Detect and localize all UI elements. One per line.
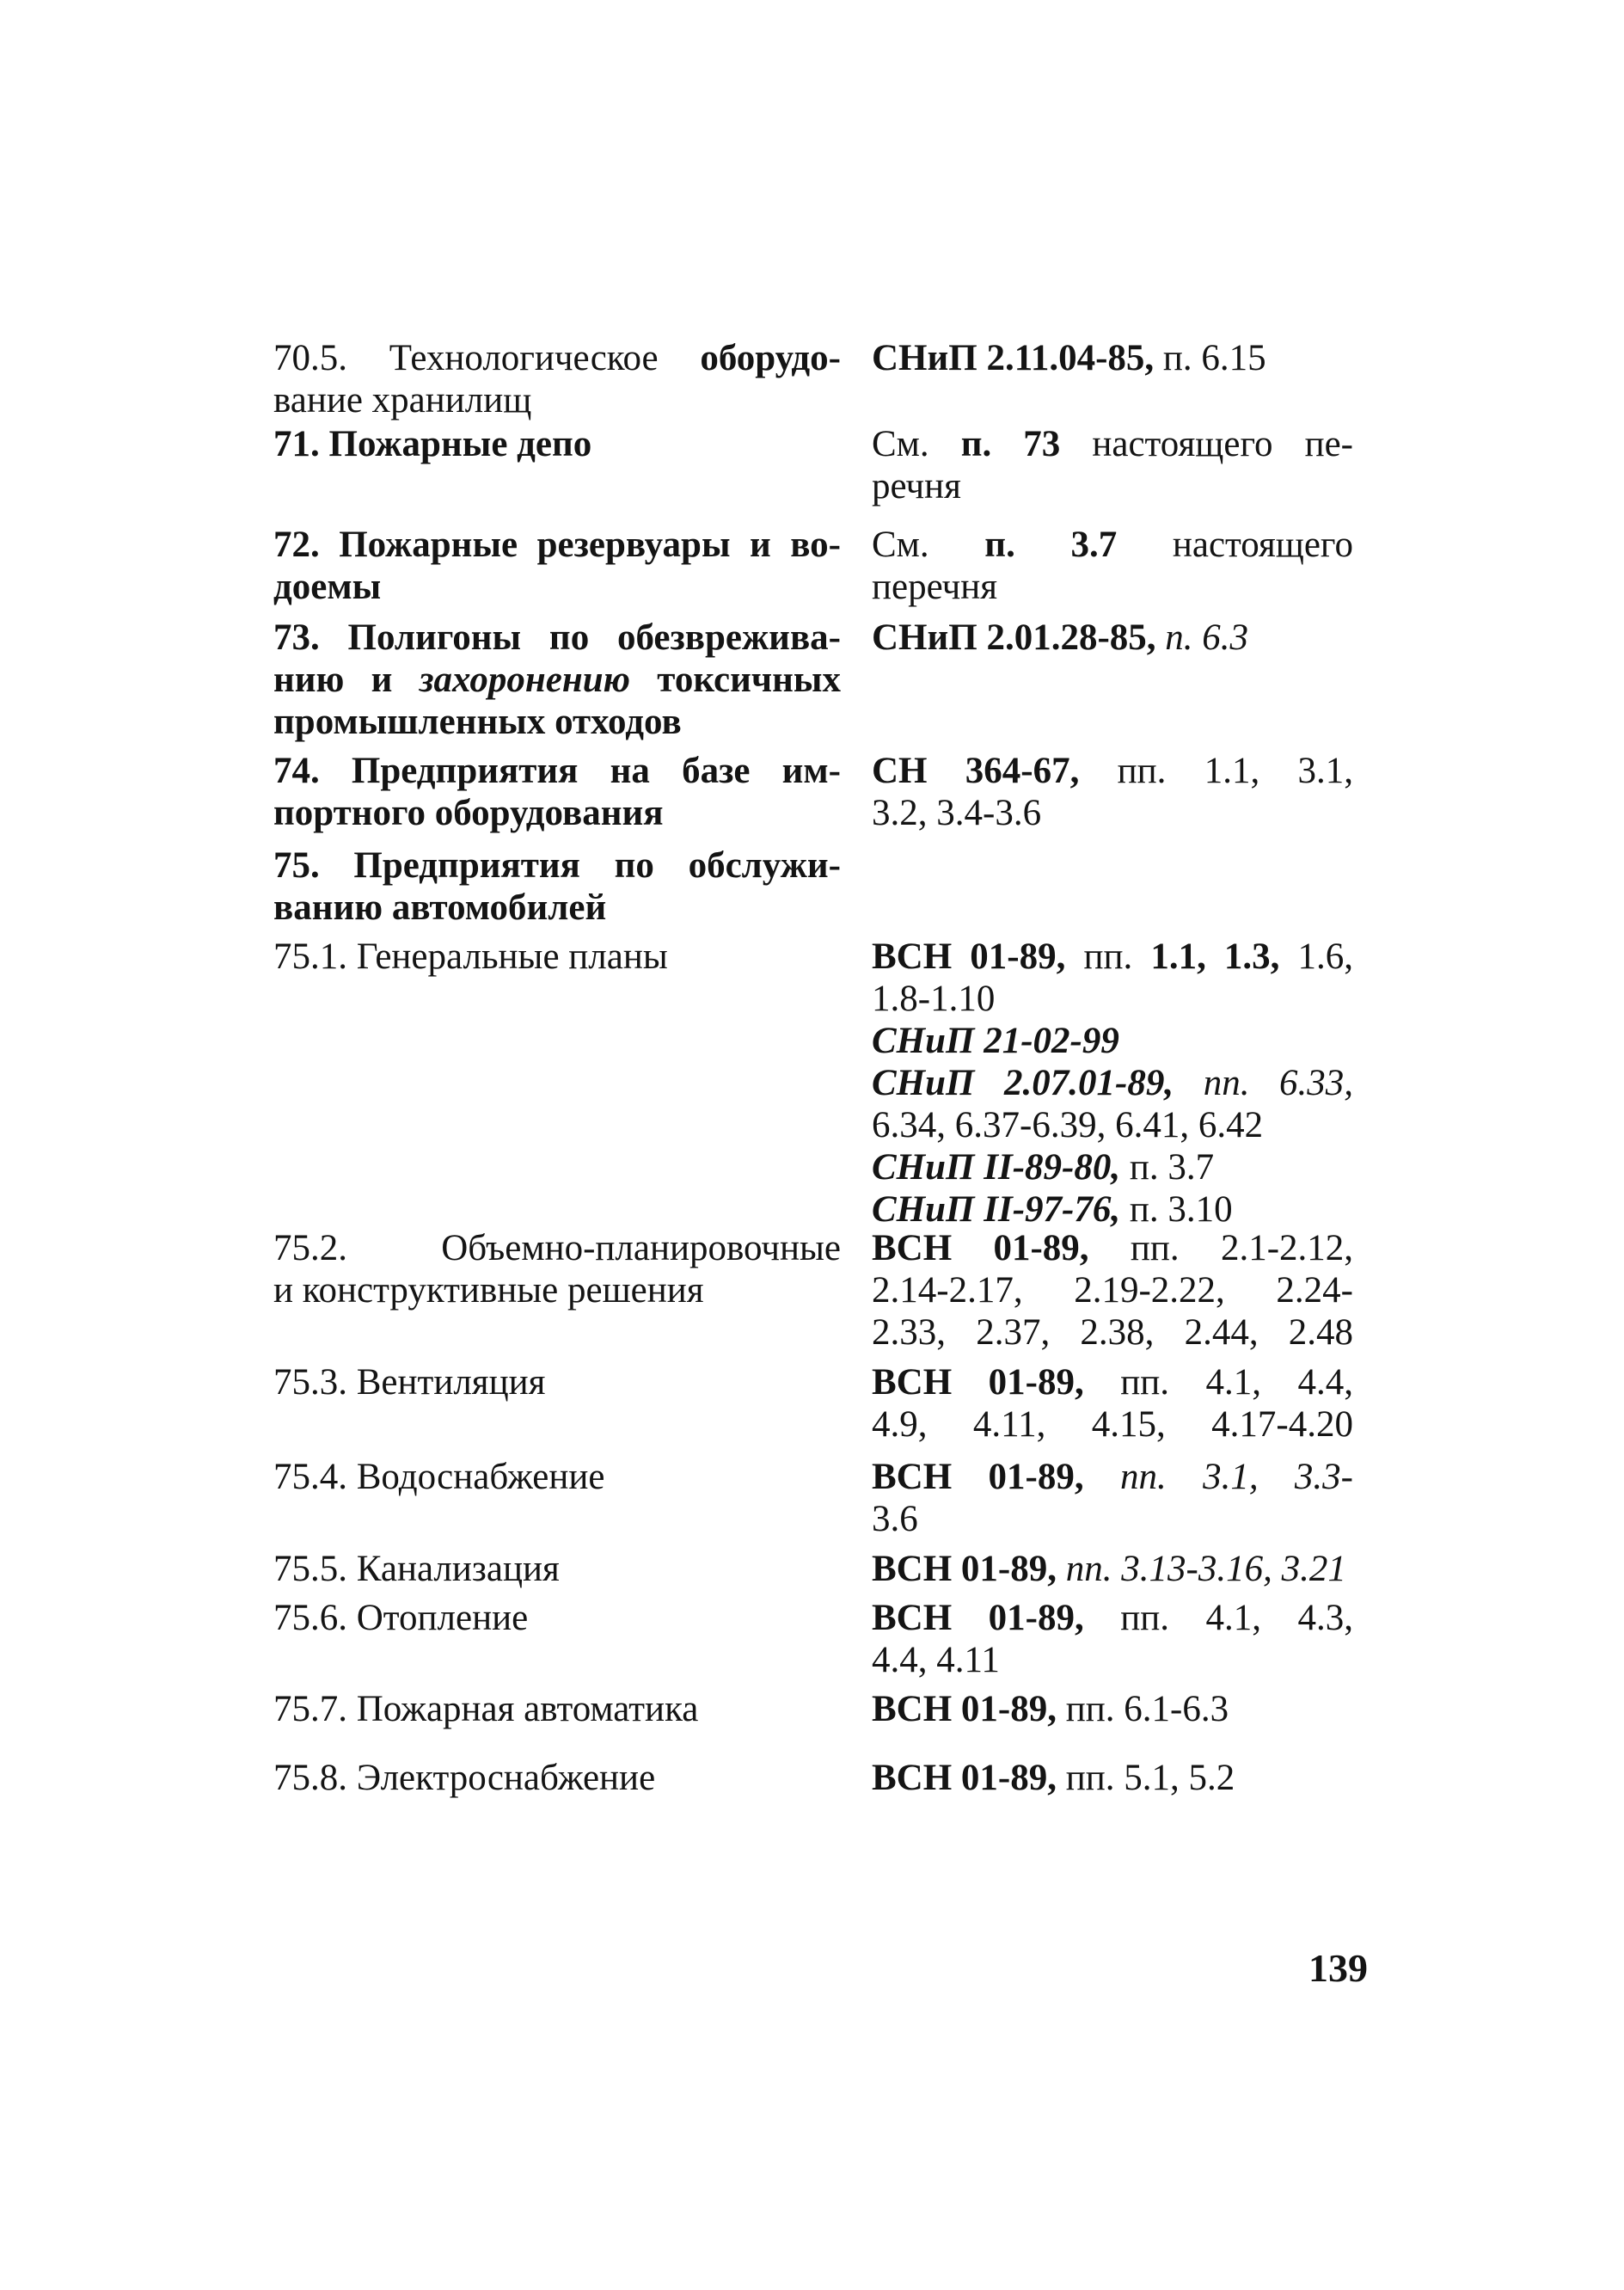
text-run: речня [872, 466, 961, 507]
item-reference [872, 617, 1353, 659]
text-line [872, 1403, 1353, 1446]
text-run: 1.6, [1279, 936, 1353, 977]
item-title [273, 1688, 841, 1730]
table-row [273, 1227, 1357, 1354]
text-run: пп. 4.1, 4.4, [1083, 1362, 1353, 1403]
text-run: пп. 6.33, [1174, 1063, 1353, 1103]
text-line [273, 379, 841, 421]
text-line [872, 524, 1353, 566]
text-line [273, 659, 841, 701]
page-number: 139 [1308, 1946, 1368, 1990]
text-run: настоящего пе- [1060, 424, 1353, 464]
text-run: 75.1. Генеральные планы [273, 936, 668, 977]
text-run: п. 3.7 [984, 525, 1118, 565]
item-reference [872, 337, 1353, 379]
item-reference [872, 936, 1353, 1231]
text-line [872, 1146, 1353, 1188]
text-run: 75.7. Пожарная автоматика [273, 1689, 699, 1729]
text-run: ВСН 01-89, [872, 1549, 1057, 1589]
item-reference [872, 1227, 1353, 1354]
text-line [872, 1456, 1353, 1498]
text-line [872, 1269, 1353, 1311]
item-reference [872, 1548, 1353, 1590]
text-run: п. 3.7 [1120, 1147, 1215, 1188]
text-line [872, 792, 1353, 834]
table-row [273, 750, 1357, 834]
text-line [872, 617, 1353, 659]
text-run: СНиП 2.07.01-89, [872, 1063, 1174, 1103]
text-line [872, 1188, 1353, 1231]
text-run: промышленных отходов [273, 702, 682, 742]
table-row [273, 1456, 1357, 1540]
item-title [273, 1757, 841, 1799]
text-run: 75.5. Канализация [273, 1549, 560, 1589]
text-run: пп. 3.1, 3.3- [1083, 1457, 1353, 1497]
item-reference [872, 1597, 1353, 1681]
table-row [273, 524, 1357, 608]
text-run: ВСН 01-89, [872, 936, 1066, 977]
text-run: 75.8. Электроснабжение [273, 1758, 656, 1798]
text-line [872, 1498, 1353, 1540]
table-row [273, 1597, 1357, 1681]
text-run: 75. Предприятия по обслужи- [273, 845, 841, 886]
item-title [273, 936, 841, 978]
text-line [273, 1361, 841, 1403]
table-row [273, 936, 1357, 1231]
text-line [273, 1227, 841, 1269]
text-run: перечня [872, 567, 998, 607]
text-line [872, 337, 1353, 379]
text-line [273, 1597, 841, 1639]
text-line [273, 1548, 841, 1590]
text-run: п. 3.10 [1120, 1189, 1233, 1230]
text-run: 75.4. Водоснабжение [273, 1457, 605, 1497]
text-run: 75.3. Вентиляция [273, 1362, 546, 1403]
text-line [273, 566, 841, 608]
text-line [273, 701, 841, 743]
item-reference [872, 1456, 1353, 1540]
text-run: 75.6. Отопление [273, 1598, 529, 1638]
text-line [273, 844, 841, 887]
table-row [273, 617, 1357, 743]
item-reference [872, 423, 1353, 507]
text-run: 1.8-1.10 [872, 979, 996, 1019]
item-reference [872, 1361, 1353, 1446]
text-line [872, 1227, 1353, 1269]
text-run: вание хранилищ [273, 380, 532, 421]
table-row [273, 337, 1357, 421]
text-run: См. [872, 525, 985, 565]
text-line [872, 1104, 1353, 1146]
text-run: пп. 5.1, 5.2 [1057, 1758, 1235, 1798]
item-reference [872, 1757, 1353, 1799]
text-line [273, 1456, 841, 1498]
text-run: нию и [273, 660, 420, 700]
item-reference [872, 524, 1353, 608]
item-reference [872, 750, 1353, 834]
text-run: 73. Полигоны по обезврежива- [273, 617, 841, 658]
item-title [273, 617, 841, 743]
text-run: ВСН 01-89, [872, 1457, 1084, 1497]
text-run: настоящего [1117, 525, 1353, 565]
text-line [872, 1688, 1353, 1730]
text-run: СНиП 2.01.28-85, [872, 617, 1156, 658]
text-line [872, 1062, 1353, 1104]
text-line [273, 1269, 841, 1311]
text-run: 70.5. Технологическое [273, 338, 701, 378]
text-line [273, 750, 841, 792]
text-run: пп. 1.1, 3.1, [1079, 751, 1353, 791]
text-line [273, 1757, 841, 1799]
text-run: оборудо- [700, 338, 841, 378]
text-line [273, 792, 841, 834]
text-line [872, 750, 1353, 792]
text-line [872, 1597, 1353, 1639]
item-title [273, 844, 841, 929]
item-title [273, 423, 841, 465]
text-line [872, 1639, 1353, 1681]
table-row [273, 1688, 1357, 1730]
text-line [273, 617, 841, 659]
item-title [273, 1361, 841, 1403]
text-run: 75.2. Объемно-планировочные [273, 1228, 841, 1268]
text-run: СНиП II-97-76, [872, 1189, 1121, 1230]
item-title [273, 337, 841, 421]
text-run: 4.4, 4.11 [872, 1640, 1000, 1680]
text-run: СНиП II-89-80, [872, 1147, 1121, 1188]
text-run: и конструктивные решения [273, 1270, 704, 1311]
text-line [872, 978, 1353, 1020]
text-run: пп. 6.1-6.3 [1057, 1689, 1229, 1729]
text-run: п. 6.15 [1154, 338, 1266, 378]
text-run: пп. 3.13-3.16, 3.21 [1057, 1549, 1346, 1589]
item-title [273, 750, 841, 834]
text-run: ВСН 01-89, [872, 1689, 1057, 1729]
text-line [273, 887, 841, 929]
item-reference [872, 1688, 1353, 1730]
text-run: 74. Предприятия на базе им- [273, 751, 841, 791]
text-run: ВСН 01-89, [872, 1362, 1084, 1403]
text-run: 2.14-2.17, 2.19-2.22, 2.24- [872, 1270, 1353, 1311]
table-row [273, 844, 1357, 929]
item-title [273, 1227, 841, 1311]
text-line [872, 566, 1353, 608]
text-run: п. 6.3 [1155, 617, 1249, 658]
text-line [872, 1020, 1353, 1062]
text-run: пп. 4.1, 4.3, [1083, 1598, 1353, 1638]
text-line [872, 465, 1353, 507]
table-row [273, 1361, 1357, 1446]
table-row [273, 423, 1357, 507]
text-line [872, 423, 1353, 465]
text-line [273, 524, 841, 566]
text-run: СНиП 2.11.04-85, [872, 338, 1155, 378]
item-title [273, 1597, 841, 1639]
text-run: п. 73 [960, 424, 1061, 464]
text-run: пп. 2.1-2.12, [1088, 1228, 1354, 1268]
text-run: портного оборудования [273, 793, 664, 833]
text-run: СН 364-67, [872, 751, 1080, 791]
item-title [273, 524, 841, 608]
text-run: 4.9, 4.11, 4.15, 4.17-4.20 [872, 1404, 1353, 1445]
text-run: ванию автомобилей [273, 887, 607, 928]
text-line [872, 936, 1353, 978]
text-run: ВСН 01-89, [872, 1758, 1057, 1798]
text-line [872, 1311, 1353, 1354]
text-run: ВСН 01-89, [872, 1228, 1089, 1268]
text-line [273, 936, 841, 978]
text-run: 3.2, 3.4-3.6 [872, 793, 1042, 833]
table-row [273, 1757, 1357, 1799]
text-run: 2.33, 2.37, 2.38, 2.44, 2.48 [872, 1312, 1353, 1353]
text-run: См. [872, 424, 961, 464]
text-line [273, 337, 841, 379]
text-line [273, 423, 841, 465]
text-run: 6.34, 6.37-6.39, 6.41, 6.42 [872, 1105, 1264, 1145]
item-title [273, 1548, 841, 1590]
text-line [872, 1757, 1353, 1799]
text-line [273, 1688, 841, 1730]
text-line [872, 1361, 1353, 1403]
text-line [872, 1548, 1353, 1590]
text-run: доемы [273, 567, 382, 607]
item-title [273, 1456, 841, 1498]
table-row [273, 1548, 1357, 1590]
text-run: ВСН 01-89, [872, 1598, 1084, 1638]
text-run: СНиП 21-02-99 [872, 1021, 1119, 1061]
text-run: захоронению [419, 660, 631, 700]
text-run: 72. Пожарные резервуары и во- [273, 525, 841, 565]
text-run: 1.1, 1.3, [1150, 936, 1280, 977]
text-run: 3.6 [872, 1499, 918, 1539]
text-run: пп. [1065, 936, 1151, 977]
text-run: 71. Пожарные депо [273, 424, 592, 464]
text-run: токсичных [630, 660, 841, 700]
